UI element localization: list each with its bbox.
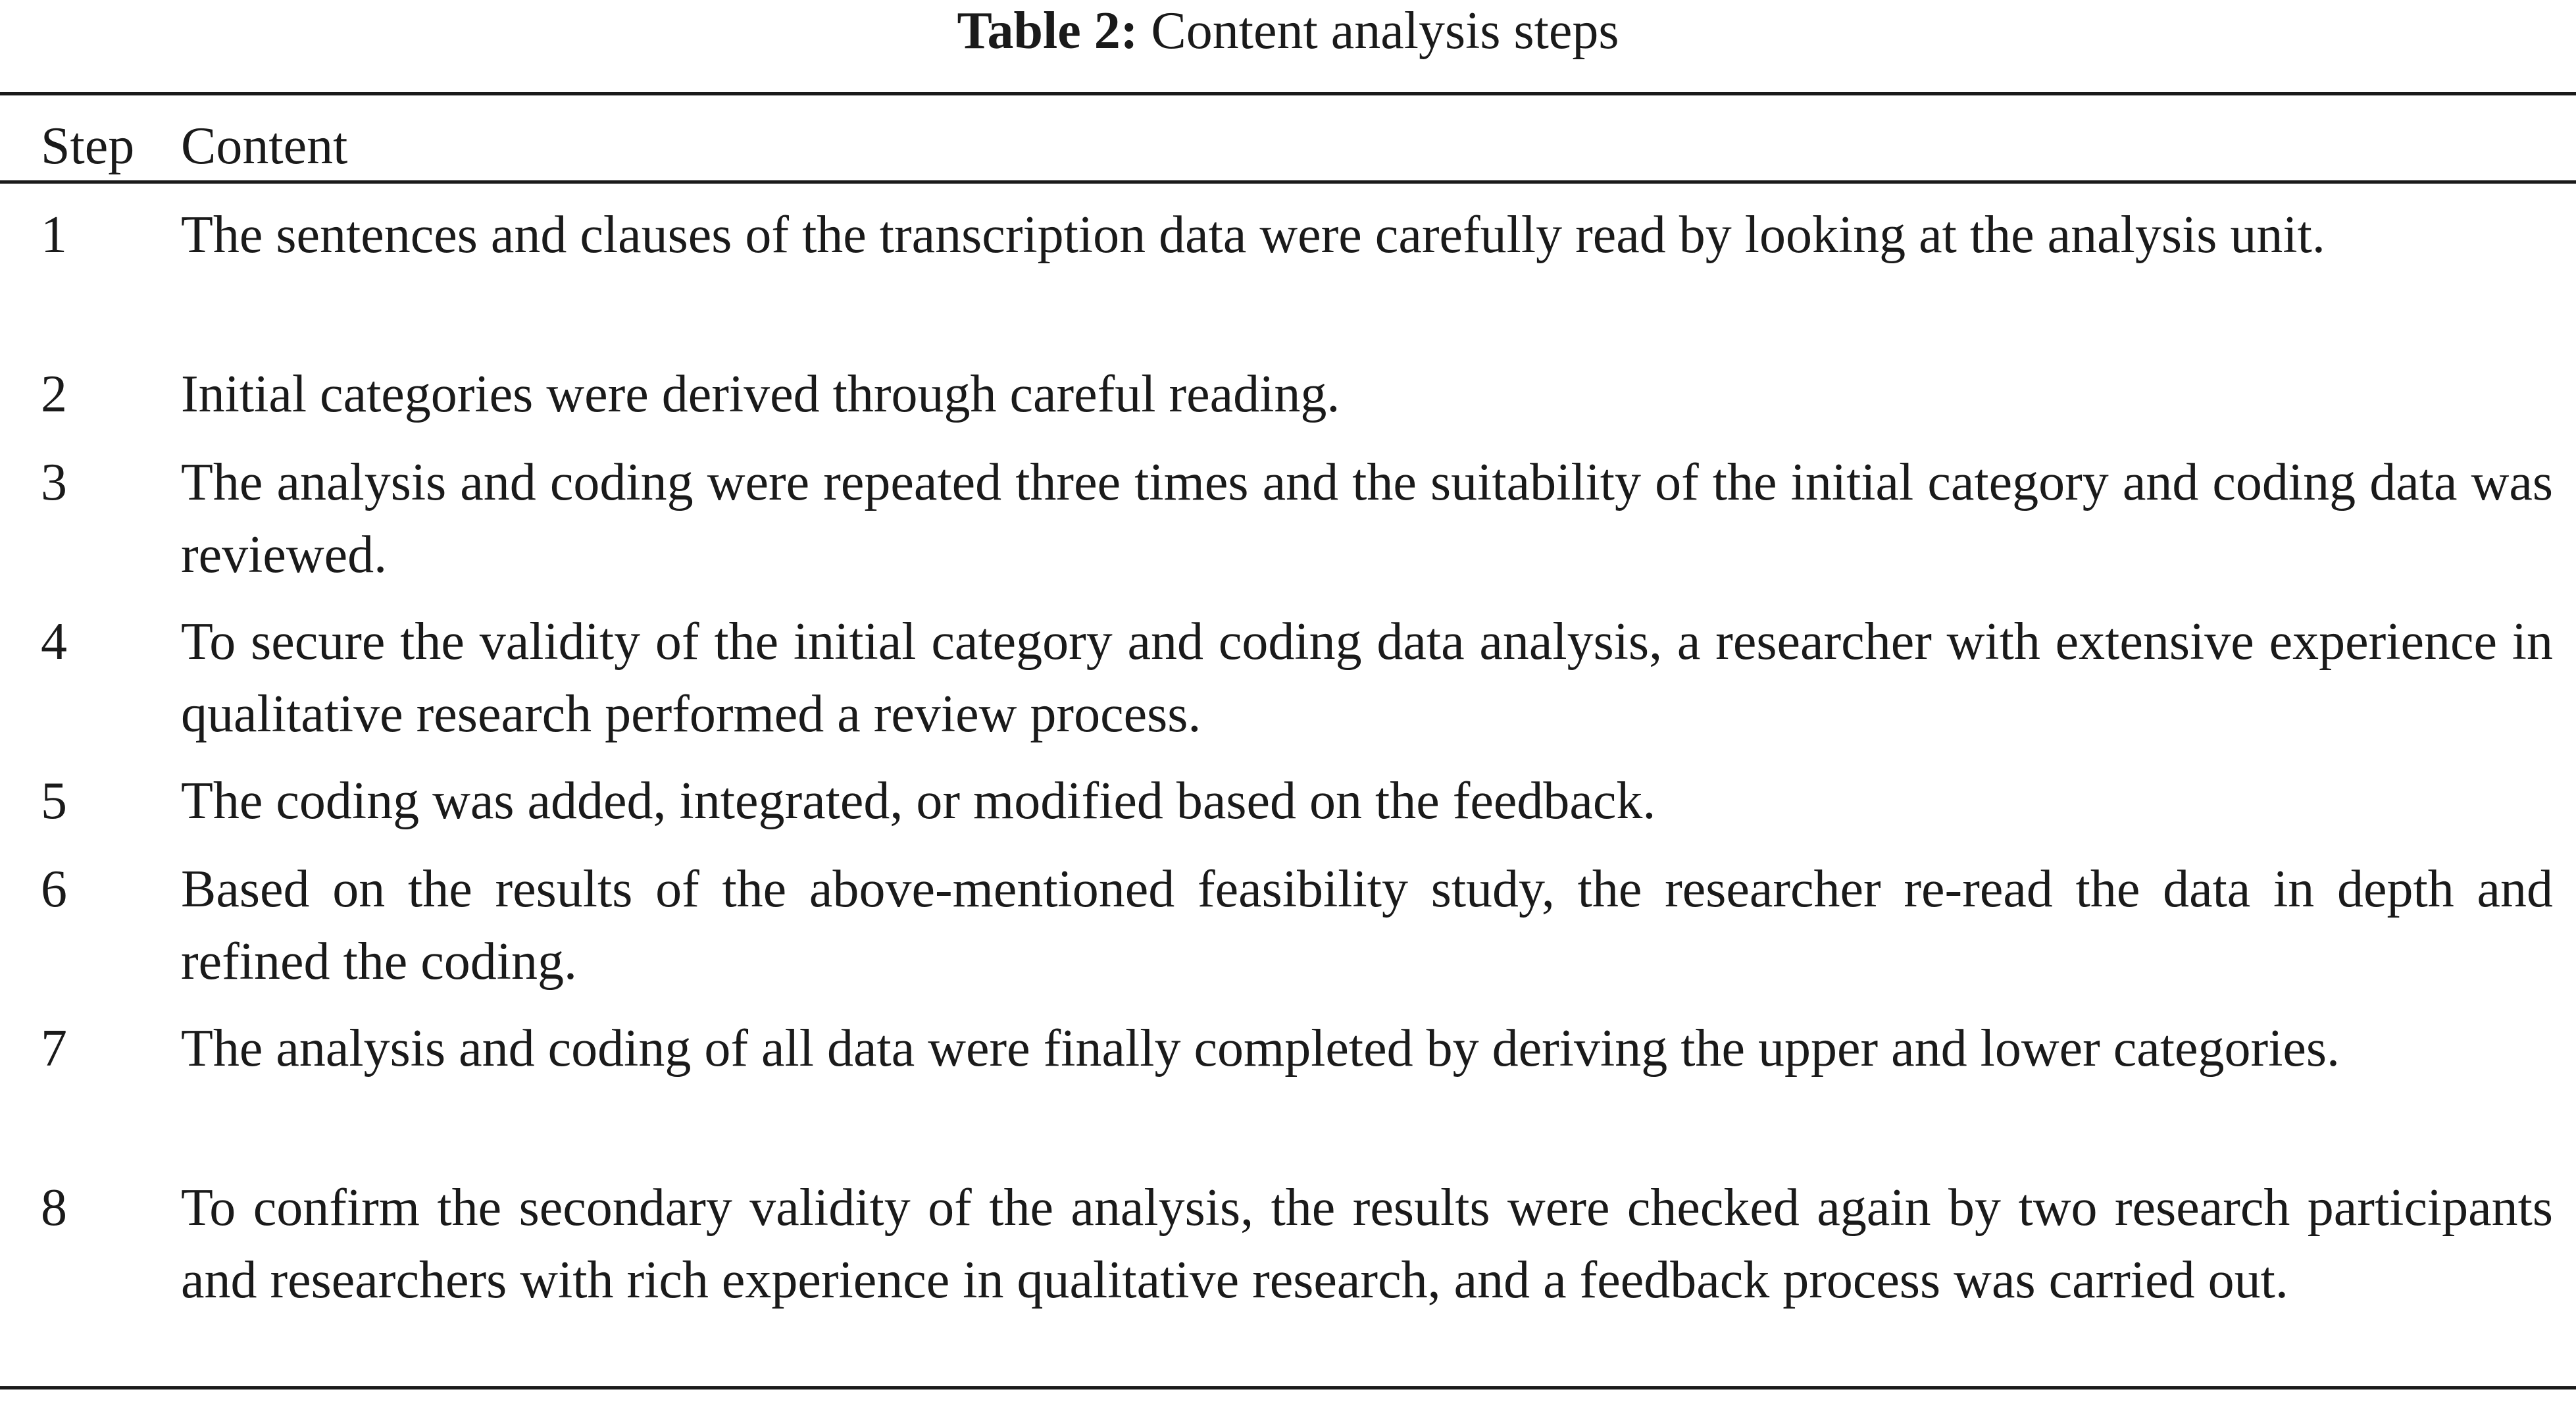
table-header-row bbox=[0, 115, 2576, 178]
table-row bbox=[0, 1012, 2576, 1172]
step-number: 8 bbox=[41, 1179, 67, 1237]
step-number: 4 bbox=[41, 613, 67, 671]
step-content: To confirm the secondary validity of the analysis, the results were checked again by two research participants and researchers with rich experience in qualitative research, and a feedback process was carried out. bbox=[181, 1179, 2553, 1309]
step-content: The coding was added, integrated, or modified based on the feedback. bbox=[181, 772, 1656, 830]
step-number: 3 bbox=[41, 454, 67, 511]
step-number: 7 bbox=[41, 1020, 67, 1077]
table-row bbox=[0, 606, 2576, 765]
step-number: 1 bbox=[41, 206, 67, 264]
table-row bbox=[0, 765, 2576, 853]
table-body bbox=[0, 199, 2576, 1402]
table-caption-label: Table 2: bbox=[957, 2, 1138, 60]
table-header-rule bbox=[0, 180, 2576, 184]
step-content: The sentences and clauses of the transcription data were carefully read by looking at the analysis unit. bbox=[181, 206, 2325, 264]
step-number: 5 bbox=[41, 772, 67, 830]
column-header-step: Step bbox=[41, 117, 135, 175]
table-row bbox=[0, 199, 2576, 358]
step-content: Initial categories were derived through careful reading. bbox=[181, 365, 1340, 423]
table-caption bbox=[0, 0, 2576, 63]
column-header-content: Content bbox=[181, 117, 348, 175]
table-top-rule bbox=[0, 92, 2576, 95]
table-row bbox=[0, 1172, 2576, 1402]
table-row bbox=[0, 853, 2576, 1012]
step-content: The analysis and coding were repeated three times and the suitability of the initial category and coding data was reviewed. bbox=[181, 454, 2553, 584]
table-caption-title: Content analysis steps bbox=[1151, 2, 1619, 60]
table-row bbox=[0, 446, 2576, 606]
step-content: The analysis and coding of all data were finally completed by deriving the upper and lower categories. bbox=[181, 1020, 2340, 1077]
step-number: 6 bbox=[41, 860, 67, 918]
table-row bbox=[0, 358, 2576, 446]
step-content: Based on the results of the above-mentioned feasibility study, the researcher re-read the data in depth and refined the coding. bbox=[181, 860, 2553, 991]
step-number: 2 bbox=[41, 365, 67, 423]
step-content: To secure the validity of the initial category and coding data analysis, a researcher with extensive experience in qualitative research performed a review process. bbox=[181, 613, 2553, 743]
table-bottom-rule bbox=[0, 1386, 2576, 1389]
